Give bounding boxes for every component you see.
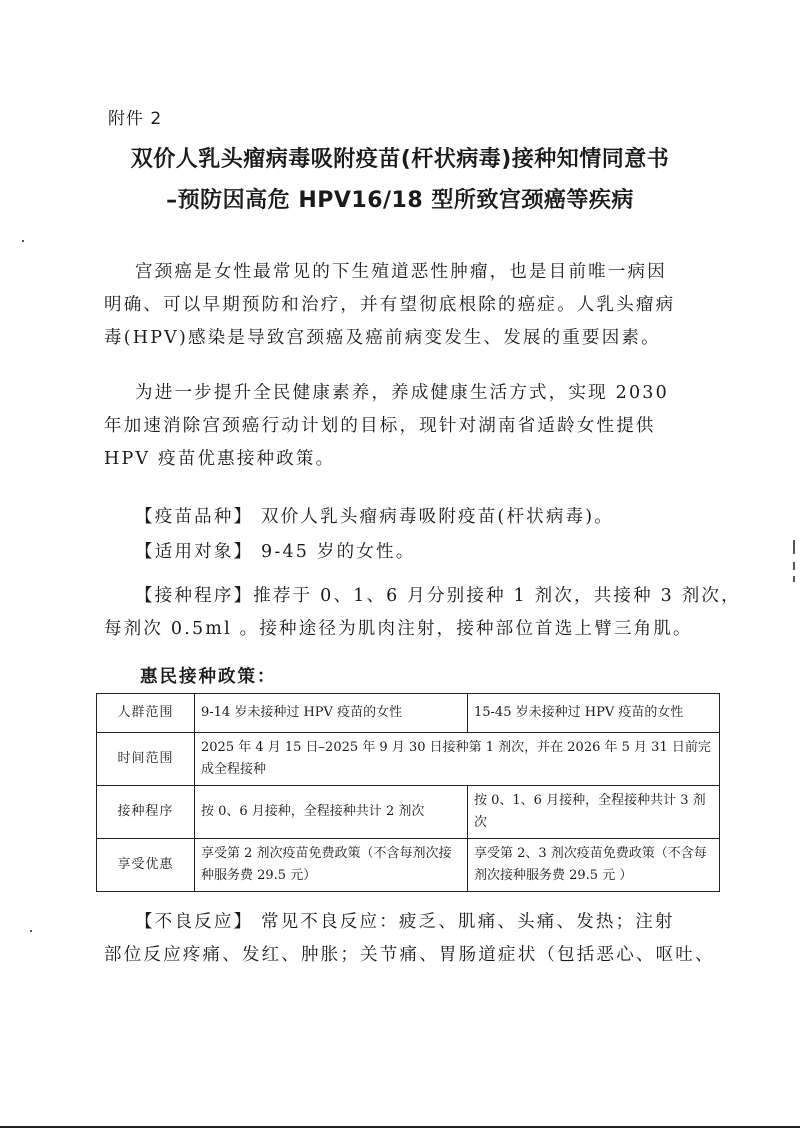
cell-benefit-col1: 享受第 2 剂次疫苗免费政策（不含每剂次接种服务费 29.5 元） — [195, 839, 468, 892]
row-header-benefit: 享受优惠 — [97, 839, 195, 892]
intro-line: 毒(HPV)感染是导致宫颈癌及癌前病变发生、发展的重要因素。 — [104, 328, 661, 348]
scan-mark — [22, 240, 24, 242]
cell-schedule-col2: 按 0、1、6 月接种，全程接种共计 3 剂次 — [468, 786, 720, 839]
document-title: 双价人乳头瘤病毒吸附疫苗(杆状病毒)接种知情同意书 — [130, 147, 670, 172]
cell-population-col2: 15-45 岁未接种过 HPV 疫苗的女性 — [468, 694, 720, 733]
document-subtitle: –预防因高危 HPV16/18 型所致宫颈癌等疾病 — [166, 188, 634, 213]
cell-population-col1: 9-14 岁未接种过 HPV 疫苗的女性 — [195, 694, 468, 733]
table-row — [97, 694, 720, 733]
adverse-paragraph — [104, 906, 715, 972]
procedure-line: 每剂次 0.5ml 。接种途径为肌肉注射，接种部位首选上臂三角肌。 — [104, 619, 693, 639]
cell-schedule-col1: 按 0、6 月接种，全程接种共计 2 剂次 — [195, 786, 468, 839]
purpose-line: 年加速消除宫颈癌行动计划的目标，现针对湖南省适龄女性提供 — [104, 416, 656, 436]
scan-mark — [793, 540, 795, 554]
target-line: 【适用对象】 9-45 岁的女性。 — [104, 542, 416, 562]
policy-heading: 惠民接种政策： — [140, 667, 277, 687]
attachment-label: 附件 2 — [108, 109, 163, 129]
target-paragraph — [104, 536, 694, 569]
table-row — [97, 733, 720, 786]
row-header-schedule: 接种程序 — [97, 786, 195, 839]
scan-mark — [793, 562, 795, 570]
adverse-line: 部位反应疼痛、发红、肿胀；关节痛、胃肠道症状（包括恶心、呕吐、 — [104, 945, 715, 965]
intro-line: 宫颈癌是女性最常见的下生殖道恶性肿瘤，也是目前唯一病因 — [104, 262, 667, 282]
table-row — [97, 786, 720, 839]
vaccine-type-line: 【疫苗品种】 双价人乳头瘤病毒吸附疫苗(杆状病毒)。 — [104, 507, 614, 527]
cell-benefit-col2: 享受第 2、3 剂次疫苗免费政策（不含每剂次接种服务费 29.5 元 ） — [468, 839, 720, 892]
purpose-line: HPV 疫苗优惠接种政策。 — [104, 449, 336, 469]
cell-period-value: 2025 年 4 月 15 日–2025 年 9 月 30 日接种第 1 剂次，并在 2026 年 5 月 31 日前完成全程接种 — [195, 733, 720, 786]
vaccine-type-paragraph — [104, 501, 694, 534]
intro-paragraph — [104, 256, 694, 355]
adverse-line: 【不良反应】 常见不良反应：疲乏、肌痛、头痛、发热；注射 — [104, 912, 675, 932]
table-row — [97, 839, 720, 892]
purpose-paragraph — [104, 377, 694, 476]
purpose-line: 为进一步提升全民健康素养，养成健康生活方式，实现 2030 — [104, 383, 669, 403]
intro-line: 明确、可以早期预防和治疗，并有望彻底根除的癌症。人乳头瘤病 — [104, 295, 676, 315]
scan-mark — [30, 930, 32, 932]
policy-table — [96, 693, 720, 892]
procedure-line: 【接种程序】推荐于 0、1、6 月分别接种 1 剂次，共接种 3 剂次， — [104, 586, 741, 606]
page-bottom-rule — [0, 1126, 800, 1128]
procedure-paragraph — [104, 580, 741, 646]
scan-mark — [793, 576, 795, 582]
row-header-population: 人群范围 — [97, 694, 195, 733]
row-header-period: 时间范围 — [97, 733, 195, 786]
